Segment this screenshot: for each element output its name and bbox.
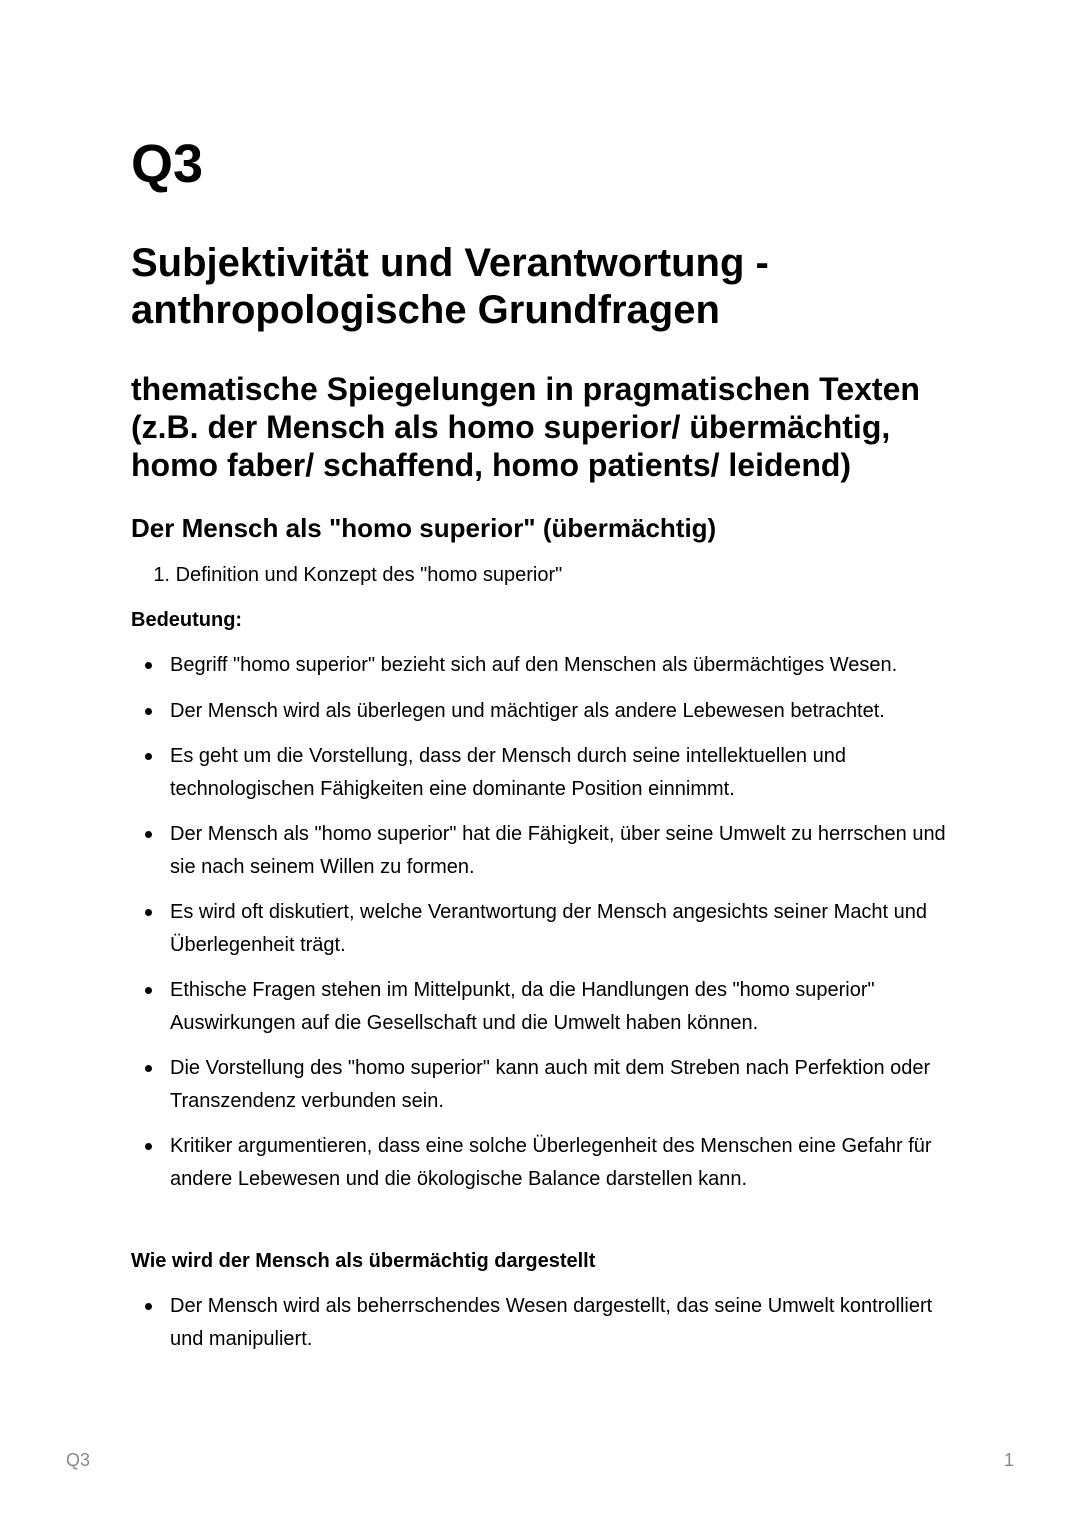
list-item xyxy=(131,740,961,805)
list-item-text: Begriff "homo superior" bezieht sich auf den Menschen als übermächtiges Wesen. xyxy=(170,654,898,676)
list-item-text: Der Mensch wird als überlegen und mächtiger als andere Lebewesen betrachtet. xyxy=(170,699,885,722)
numbered-list xyxy=(131,561,562,589)
bullet-icon xyxy=(145,1143,152,1150)
list-item-text: Es geht um die Vorstellung, dass der Mensch durch seine intellektuellen und technologischen Fähigkeiten eine dominante Position einnimmt. xyxy=(170,745,846,800)
list-item-text: Der Mensch wird als beherrschendes Wesen dargestellt, das seine Umwelt kontrolliert und manipuliert. xyxy=(170,1295,933,1350)
list-item-text: Die Vorstellung des "homo superior" kann auch mit dem Streben nach Perfektion oder Transzendenz verbunden sein. xyxy=(170,1057,931,1112)
meaning-label: Bedeutung: xyxy=(131,609,243,631)
list-item xyxy=(131,818,961,883)
list-item-text: Der Mensch als "homo superior" hat die Fähigkeit, über seine Umwelt zu herrschen und sie nach seinem Willen zu formen. xyxy=(170,823,946,878)
list-item xyxy=(131,1052,961,1117)
bullet-icon xyxy=(145,1065,152,1072)
list-item-text: Definition und Konzept des "homo superior" xyxy=(175,564,563,586)
bullet-icon xyxy=(145,753,152,760)
footer-label: Q3 xyxy=(66,1450,91,1470)
list-item xyxy=(131,1290,961,1355)
list-item-text: Es wird oft diskutiert, welche Verantwortung der Mensch angesichts seiner Macht und Überlegenheit trägt. xyxy=(170,901,928,956)
bullet-icon xyxy=(145,909,152,916)
list-item xyxy=(131,896,961,961)
document-heading: Q3 xyxy=(131,134,204,194)
bullet-icon xyxy=(145,987,152,994)
bullet-icon xyxy=(145,708,152,715)
bullet-icon xyxy=(145,1303,152,1310)
document-title: Subjektivität und Verantwortung - anthropologische Grundfragen xyxy=(131,241,769,332)
depiction-bullet-list xyxy=(131,1290,961,1368)
list-item-text: Ethische Fragen stehen im Mittelpunkt, da die Handlungen des "homo superior" Auswirkungen auf die Gesellschaft und die Umwelt haben können. xyxy=(170,979,875,1034)
meaning-bullet-list xyxy=(131,649,961,1208)
page-number: 1 xyxy=(1003,1450,1014,1470)
bullet-icon xyxy=(145,831,152,838)
document-subtitle: thematische Spiegelungen in pragmatischen Texten (z.B. der Mensch als homo superior/ übermächtig, homo faber/ schaffend, homo patients/ leidend) xyxy=(131,371,920,483)
numbered-list-item xyxy=(131,561,562,589)
list-item xyxy=(131,1130,961,1195)
section-title: Der Mensch als "homo superior" (übermächtig) xyxy=(131,513,717,543)
bullet-icon xyxy=(145,662,152,669)
list-item xyxy=(131,695,961,728)
list-item xyxy=(131,974,961,1039)
list-number: 1. xyxy=(153,564,170,586)
list-item-text: Kritiker argumentieren, dass eine solche Überlegenheit des Menschen eine Gefahr für andere Lebewesen und die ökologische Balance darstellen kann. xyxy=(170,1135,932,1190)
list-item xyxy=(131,649,961,682)
depiction-label: Wie wird der Mensch als übermächtig dargestellt xyxy=(131,1250,596,1272)
